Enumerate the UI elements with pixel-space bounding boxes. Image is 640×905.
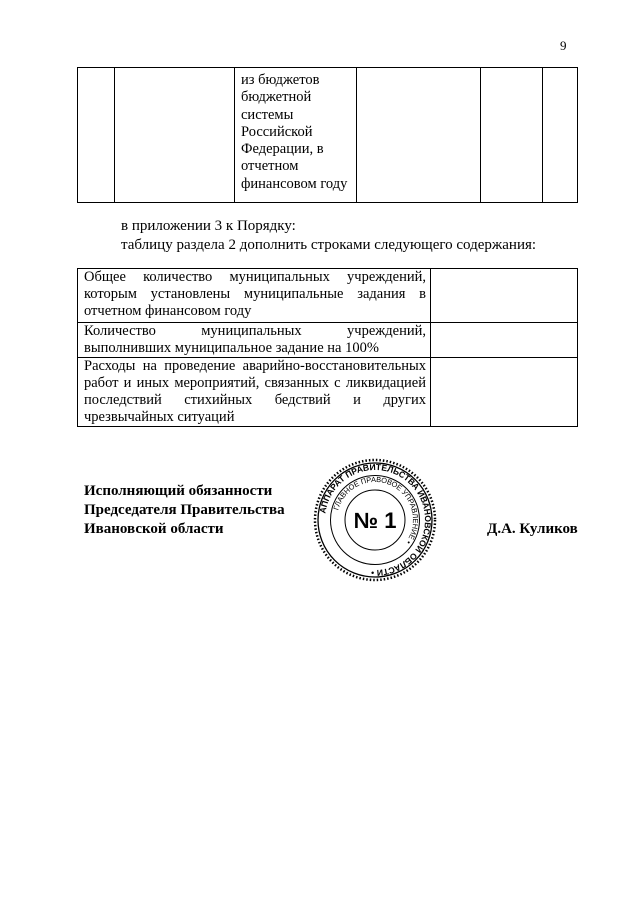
cell-line: Федерации, в [241,141,324,158]
table-cell [543,68,578,203]
stamp-inner-text: ГЛАВНОЕ ПРАВОВОЕ УПРАВЛЕНИЕ • [331,474,421,547]
official-stamp [313,458,437,582]
table-cell [357,68,481,203]
cell-line: из бюджетов [241,72,320,88]
cell-line: отчетном [241,158,299,175]
signatory-title-line: Председателя Правительства [84,502,285,518]
instruction-line: в приложении 3 к Порядку: [121,218,296,234]
table-cell [481,68,543,203]
continuation-table [77,67,578,203]
instruction-line: таблицу раздела 2 дополнить строками следующего содержания: [121,237,537,253]
page-number: 9 [560,38,567,53]
signatory-title [84,482,285,539]
indicators-table [77,268,578,427]
table-cell [115,68,235,203]
signatory-title-line: Ивановской области [84,521,224,537]
row-value [431,269,578,323]
stamp-center-number: № 1 [353,508,397,533]
table-row [78,358,578,427]
row-label: Количество муниципальных учреждений, выполнивших муниципальное задание на 100% [78,323,431,358]
signatory-title-line: Исполняющий обязанности [84,483,273,499]
row-value [431,323,578,358]
table-cell [78,68,115,203]
cell-line: системы [241,106,294,123]
signatory-name: Д.А. Куликов [487,521,578,537]
stamp-outer-text: АППАРАТ ПРАВИТЕЛЬСТВА ИВАНОВСКОЙ ОБЛАСТИ • [317,461,434,579]
cell-line: финансовом году [241,175,348,192]
cell-line: Российской [241,123,313,140]
table-row [78,269,578,323]
table-row [78,323,578,358]
table-cell-description [235,68,357,203]
row-value [431,358,578,427]
row-label: Расходы на проведение аварийно-восстановительных работ и иных мероприятий, связанных с ликвидацией последствий стихийных бедствий и других чрезвычайных ситуаций [78,358,431,427]
row-label: Общее количество муниципальных учреждений, которым установлены муниципальные задания в отчетном финансовом году [78,269,431,323]
cell-line: бюджетной [241,89,312,106]
